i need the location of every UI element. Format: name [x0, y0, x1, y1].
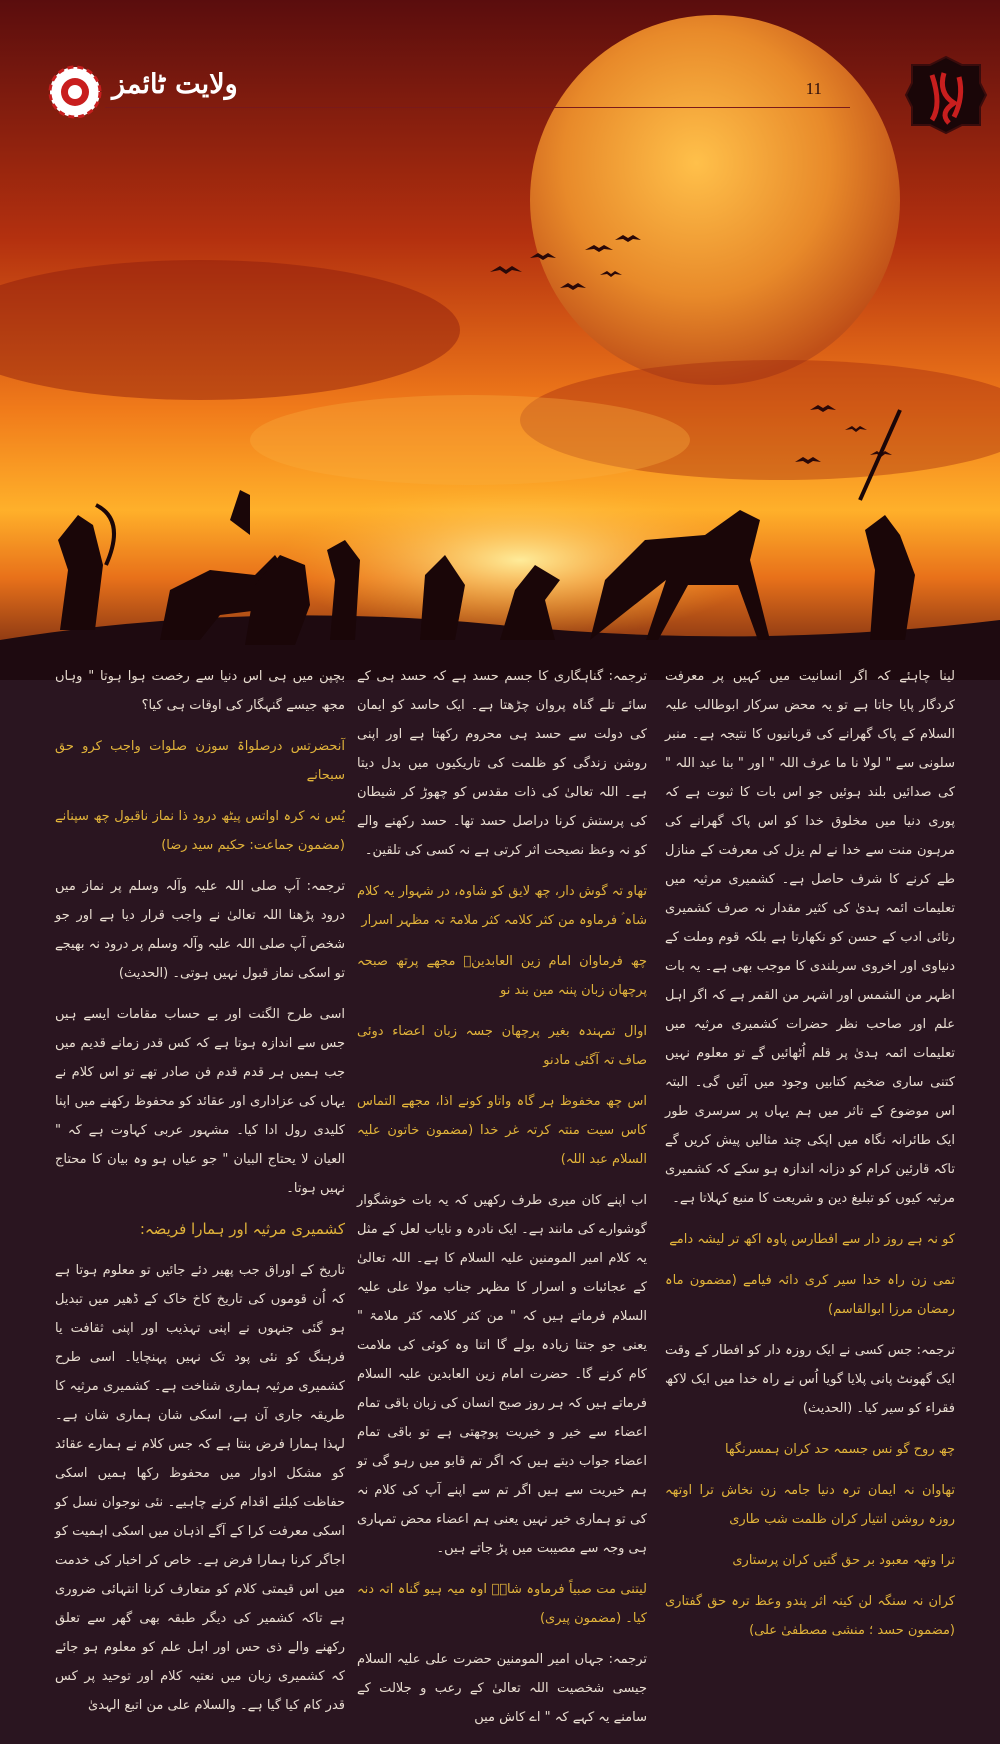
verse: تھاو تہ گوش دار، چھ لایق کو شاوہ، در شہوار یہ کلام شاہ ؑ فرماوہ من کثر کلامہ کثر ملامۃ تہ مظہر اسرار — [357, 884, 647, 928]
calligraphy-badge-icon — [904, 55, 988, 135]
verse: یُس نہ کرہ اواتس پیٹھ درود ذا نماز ناقبول چھ سپنانے (مضمون جماعت: حکیم سید رضا) — [55, 809, 345, 853]
paragraph: لینا چاہئے کہ اگر انسانیت میں کہیں پر معرفت کردگار پایا جاتا ہے تو یہ محض سرکار ابوطالب علیہ السلام کے پاک گھرانے کی قربانیوں کا نتیجہ ہے۔ منبر سلونی سے " لولا نا ما عرف اللہ " اور " بنا عبد اللہ " کی صدائیں بلند ہوئیں جو اس بات کا ثبوت ہے کہ پوری دنیا میں مخلوق خدا کو اس پاک گھرانے کی مرہون منت سے خدا نے لم یزل کی معرفت کے منازل طے کرنے کا شرف حاصل ہے۔ کشمیری مرثیہ میں تعلیمات ائمہ ہدیٰ کی کثیر مقدار نہ صرف کشمیری رثائی ادب کے حسن کو نکھارتا ہے بلکہ قوم وملت کے دنیاوی اور اخروی سربلندی کا موجب بھی ہے۔ یہ بات اظہر من الشمس اور اشہر من القمر ہے کہ اگر اہل علم اور صاحب نظر حضرات کشمیری مرثیہ میں تعلیمات ائمہ ہدیٰ پر قلم اُٹھائیں گے تو معلوم نہیں کتنی ساری ضخیم کتابیں وجود میں آئیں گی۔ البتہ اس موضوع کے تاثر میں ہم یہاں پر سرسری طور ایک طائرانہ نگاہ میں اپکی چند مثالیں پیش کریں گے تاکہ قارئین کرام کو دزانہ اندازہ ہو سکے کہ کشمیری مرثیہ کیوں کو تبلیغ دین و شریعت کا منبع کہلاتا ہے۔ — [665, 669, 955, 1206]
translation: ترجمہ: گناہگاری کا جسم حسد ہے کہ حسد ہی کے سائے تلے گناہ پروان چڑھتا ہے۔ ایک حاسد کو ایمان کی دولت سے حسد ہی محروم رکھتا ہے اور اپنی روشن زندگی کو ظلمت کی تاریکیوں میں بدل دیتا ہے۔ اللہ تعالیٰ کی ذات مقدس کو چھوڑ کر شیطان کی پرستش کرنا دراصل حسد تھا۔ حسد رکھنے والے کو نہ وعظ نصیحت اثر کرتی ہے نہ کسی کی تلقین۔ — [357, 669, 647, 858]
masthead — [0, 55, 1000, 135]
translation: ترجمہ: جس کسی نے ایک روزہ دار کو افطار کے وقت ایک گھونٹ پانی پلایا گویا اُس نے راہ خدا میں ایک لاکھ فقراء کو سیر کیا۔ (الحدیث) — [665, 1343, 955, 1416]
article-column-3 — [55, 662, 345, 1732]
verse: اوال تمہندہ بغیر پرچھان جسہ زبان اعضاء دوئی صاف تہ آگئی مادنو — [357, 1024, 647, 1068]
verse: چھ روح گو نس جسمہ حد کران ہمسرنگھا — [724, 1442, 955, 1457]
translation: ترجمہ: آپ صلی اللہ علیہ وآلہ وسلم پر نماز میں درود پڑھنا اللہ تعالیٰ نے واجب قرار دیا ہے اور جو شخص آپ صلی اللہ علیہ وآلہ وسلم پر درود نہ بھیجے تو اسکی نماز قبول نہیں ہوتی۔ (الحدیث) — [55, 879, 345, 981]
verse: اس چھ مخفوظ ہر گاہ واتاو کونے اذا، مجھے التماس کاس سیت منتہ کرتہ غر خدا (مضمون خاتون علیہ السلام عبد اللہ) — [357, 1094, 647, 1167]
verse: تمی زن راہ خدا سیر کری دائہ فیامے (مضمون ماہ رمضان مرزا ابوالقاسم) — [665, 1273, 955, 1317]
page-number: 11 — [805, 79, 822, 98]
paragraph: بچپن میں ہی اس دنیا سے رخصت ہوا ہوتا " وہاں مجھ جیسے گنہگار کی اوقات ہی کیا؟ — [55, 669, 345, 713]
header-rule — [105, 107, 850, 108]
verse: ترا وتھہ معبود بر حق گتیں کران پرستاری — [732, 1553, 955, 1568]
verse: آنحضرتس درصلواۃ سوزن صلوات واجب کرو حق سبحانے — [55, 739, 345, 783]
seal-emblem-icon — [48, 65, 102, 119]
verse: کو نہ ہے روز دار سے افطارس پاوہ اکھ تر لیشہ دامے — [669, 1232, 955, 1247]
verse: لیتنی مت صبیاً فرماوہ شاہؑ اوہ میہ ہیو گناہ اتہ دنہ کیا۔ (مضمون پیری) — [357, 1582, 647, 1626]
article-column-2 — [357, 662, 647, 1744]
translation: ترجمہ: جہاں امیر المومنین حضرت علی علیہ السلام جیسی شخصیت اللہ تعالیٰ کے رعب و جلالت کے سامنے یہ کہے کہ " اے کاش میں — [357, 1652, 647, 1725]
verse: کران نہ سنگہ لن کینہ اثر پندو وعظ ترہ حق گفتاری (مضمون حسد ؛ منشی مصطفیٰ علی) — [665, 1594, 955, 1638]
paragraph: اب اپنے کان میری طرف رکھیں کہ یہ بات خوشگوار گوشوارے کی مانند ہے۔ ایک نادرہ و نایاب لعل کے مثل یہ کلام امیر المومنین علیہ السلام کا ہے۔ اللہ تعالیٰ کے عجائبات و اسرار کا مظہر جناب مولا علی علیہ السلام فرماتے ہیں کہ " من کثر کلامہ کثر ملامۃ " یعنی جو جتنا زیادہ بولے گا اتنا وہ کوئی کی ملامت کام کرنے گا۔ حضرت امام زین العابدین علیہ السلام فرماتے ہیں کہ ہر روز صبح انسان کی زبان باقی تمام اعضاء سے خیر و خیریت پوچھتی ہے تو باقی تمام اعضاء جواب دیتے ہیں کہ اگر تم قابو میں رہو گی تو ہم خیریت سے ہیں اگر تم سے اپنے آپ کی کلام نہ کی تو ہماری خیر نہیں یعنی ہم اعضاء محض تمہاری ہی وجہ سے مصیبت میں پڑ جاتے ہیں۔ — [357, 1193, 647, 1556]
article-column-1 — [665, 662, 955, 1657]
paragraph: اسی طرح الگنت اور بے حساب مقامات ایسے ہیں جس سے اندازہ ہوتا ہے کہ کس قدر زمانے قدیم میں جب ہمیں ہر قدم قدم فن صادر تھے تو اس کلام نے یہاں کی عزاداری اور عقائد کو محفوظ رکھنے میں اپنا کلیدی رول ادا کیا۔ مشہور عربی کہاوت ہے کہ " العیان لا یحتاج البیان " جو عیاں ہو وہ بیان کا محتاج نہیں ہوتا۔ — [55, 1007, 345, 1196]
paragraph: تاریخ کے اوراق جب پھیر دئے جائیں تو معلوم ہوتا ہے کہ اُن قوموں کی تاریخ کاخ خاک کے ڈھیر میں تبدیل ہو گئی جنہوں نے اپنی تہذیب اور اپنی ثقافت یا فرہنگ کو نئی پود تک نہیں پہنچایا۔ اسی طرح کشمیری مرثیہ ہماری شناخت ہے۔ کشمیری مرثیہ کا طریقہ جاری آن ہے، اسکی شان ہماری شان ہے۔ لہذا ہمارا فرض بنتا ہے کہ جس کلام نے ہمارے عقائد کو مشکل ادوار میں محفوظ رکھا ہمیں اسکی حفاظت کیلئے اقدام کرنے چاہیے۔ نئی نوجوان نسل کو اسکی معرفت کرا کے آگے اذہان میں اسکی اہمیت کو اجاگر کرنا ہمارا فرض ہے۔ خاص کر اخبار کی خدمت میں اس قیمتی کلام کو متعارف کرنا انتہائی ضروری ہے تاکہ کشمیر کی دیگر طبقہ بھی گھر سے تعلق رکھنے والے ذی حس اور اہل علم کو معلوم ہو جائے کہ کشمیری زبان میں نعتیہ کلام اور توحید پر کس قدر کام کیا گیا ہے۔ والسلام علی من اتبع الہدیٰ — [55, 1263, 345, 1713]
section-heading: کشمیری مرثیہ اور ہمارا فریضہ: — [139, 1220, 345, 1238]
verse: تھاوان نہ ایمان ترہ دنیا جامہ زن نخاش ترا اوتھہ روزہ روشن انتیار کران ظلمت شب طاری — [665, 1483, 955, 1527]
verse: چھ فرماوان امام زین العابدینؑ مجھے پرتھ صبحہ پرچھان زبان پننہ مین بند نو — [357, 954, 647, 998]
brand-title: ولایت ٹائمز — [112, 69, 238, 100]
